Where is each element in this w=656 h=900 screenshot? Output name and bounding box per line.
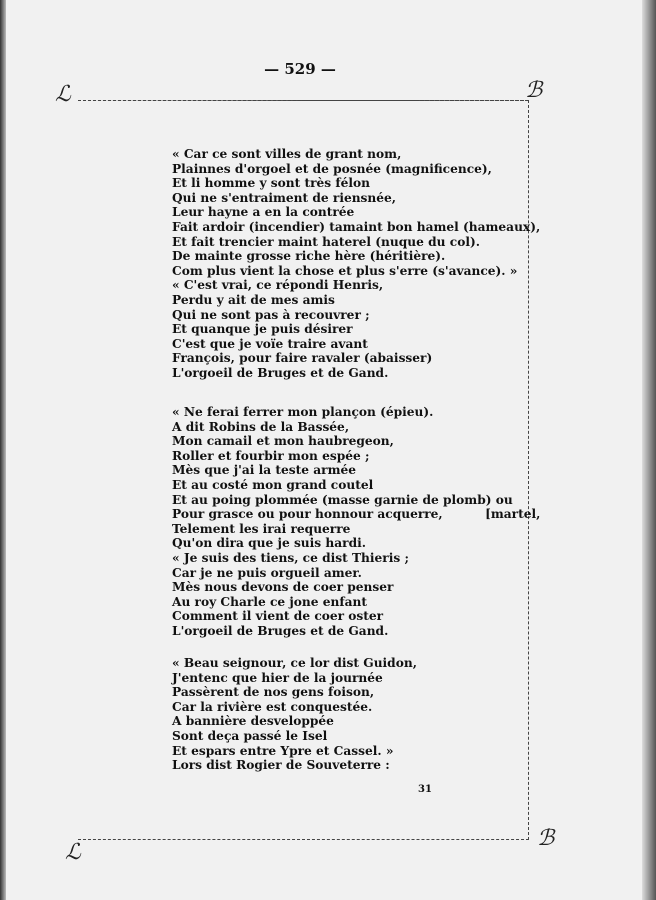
verse-line: De mainte grosse riche hère (héritière). <box>172 249 446 264</box>
verse-line: Fait ardoir (incendier) tamaint bon hamel (hameaux), <box>172 219 541 234</box>
verse-line: Telement les irai requerre <box>172 521 351 536</box>
verse-line: Et espars entre Ypre et Cassel. » <box>172 743 394 758</box>
verse-line: François, pour faire ravaler (abaisser) <box>172 351 433 366</box>
verse-line: Mès que j'ai la teste armée <box>172 463 357 478</box>
verse-line: Plainnes d'orgoel et de posnée (magnificence), <box>172 161 492 176</box>
verse-line: Mès nous devons de coer penser <box>172 580 394 595</box>
verse-line: Qu'on dira que je suis hardi. <box>172 536 366 551</box>
verse-line: « Je suis des tiens, ce dist Thieris ; <box>172 550 409 565</box>
verse-line: Lors dist Rogier de Souveterre : <box>172 758 390 773</box>
page-frame-top <box>78 100 528 101</box>
signature-mark: 31 <box>418 784 432 795</box>
verse-line: Car la rivière est conquestée. <box>172 699 373 714</box>
scan-edge-left <box>0 0 6 900</box>
verse-line: « Beau seignour, ce lor dist Guidon, <box>172 656 417 670</box>
verse-line: L'orgoeil de Bruges et de Gand. <box>172 623 389 638</box>
verse-line: A bannière desveloppée <box>172 714 334 729</box>
verse-line: J'entenc que hier de la journée <box>172 670 383 685</box>
verse-line: Perdu y ait de mes amis <box>172 292 335 307</box>
verse-line: Et fait trencier maint haterel (nuque du col). <box>172 234 480 249</box>
verse-line: Pour grasce ou pour honnour acquerre, [martel, <box>172 507 541 522</box>
verse-line: L'orgoeil de Bruges et de Gand. <box>172 365 389 380</box>
corner-ornament-icon: ℬ <box>537 826 555 851</box>
stanza-2 <box>172 405 540 639</box>
verse-line: Car je ne puis orgueil amer. <box>172 565 362 580</box>
verse-line: Qui ne s'entraiment de riensnée, <box>172 190 397 205</box>
corner-ornament-icon: ℒ <box>55 82 71 107</box>
verse-line: C'est que je voïe traire avant <box>172 336 368 351</box>
verse-line: Leur hayne a en la contrée <box>172 205 355 220</box>
verse-line: « Car ce sont villes de grant nom, <box>172 147 402 161</box>
verse-line: A dit Robins de la Bassée, <box>172 419 350 434</box>
verse-line: « C'est vrai, ce répondi Henris, <box>172 278 384 293</box>
verse-line: Au roy Charle ce jone enfant <box>172 594 367 609</box>
verse-line: Et quanque je puis désirer <box>172 322 353 337</box>
stanza-1 <box>172 147 540 381</box>
verse-line: « Ne ferai ferrer mon plançon (épieu). <box>172 405 434 419</box>
verse-line: Passèrent de nos gens foison, <box>172 685 375 700</box>
verse-line: Com plus vient la chose et plus s'erre (s'avance). » <box>172 263 518 278</box>
verse-line: Qui ne sont pas à recouvrer ; <box>172 307 370 322</box>
verse-line: Et au poing plommée (masse garnie de plomb) ou <box>172 492 513 507</box>
scan-edge-right <box>642 0 656 900</box>
page-number: — 529 — <box>264 60 336 78</box>
verse-line: Mon camail et mon haubregeon, <box>172 434 394 449</box>
corner-ornament-icon: ℒ <box>65 840 81 865</box>
verse-line: Comment il vient de coer oster <box>172 609 384 624</box>
stanza-3 <box>172 656 417 773</box>
verse-line: Et au costé mon grand coutel <box>172 477 374 492</box>
corner-ornament-icon: ℬ <box>525 78 543 103</box>
verse-line: Sont deça passé le Isel <box>172 728 328 743</box>
verse-line: Et li homme y sont très félon <box>172 176 371 191</box>
verse-line: Roller et fourbir mon espée ; <box>172 448 370 463</box>
